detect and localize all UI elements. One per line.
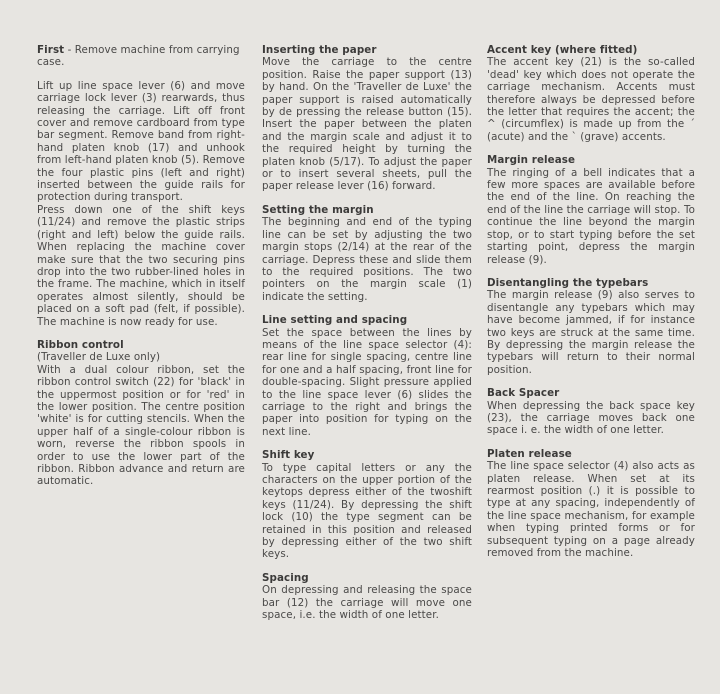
line-setting-text: Set the space between the lines by means of the line space selector (4): rear line for single spacing, centre line for one and a half spacing, front line for double-spacing. Slight pressure applied to the line space lever (6) slides the carriage to the right and brings the paper into position for typing on the next line. xyxy=(262,326,472,438)
setting-margin-text: The beginning and end of the typing line can be set by adjusting the two margin stops (2/14) at the rear of the carriage. Depress these and slide them to the required positions. The two pointers on the margin scale (1) indicate the setting. xyxy=(262,216,472,303)
inserting-paper-text: Move the carriage to the centre position. Raise the paper support (13) by hand. On the 'Traveller de Luxe' the paper support is raised automatically by de pressing the release button (15). Insert the paper between the platen and the margin scale and adjust it to the required height by turning the platen knob (5/17). To adjust the paper or to insert several sheets, pull the paper release lever (16) forward. xyxy=(262,56,472,193)
accent-key-heading: Accent key (where fitted) xyxy=(487,44,638,56)
line-setting-section xyxy=(262,314,472,438)
margin-release-section xyxy=(487,154,695,266)
shift-key-section xyxy=(262,449,472,561)
platen-release-section xyxy=(487,448,695,560)
column-1 xyxy=(37,44,245,499)
ribbon-control-text: With a dual colour ribbon, set the ribbon control switch (22) for 'black' in the uppermost position or for 'red' in the lower position. The centre position 'white' is for cutting stencils. When the upper half of a single-colour ribbon is worn, reverse the ribbon spools in order to use the lower part of the ribbon. Ribbon advance and return are automatic. xyxy=(37,363,245,488)
disentangling-text: The margin release (9) also serves to disentangle any typebars which may have become jammed, if for instance two keys are struck at the same time. By depressing the margin release the typebars will return to their normal position. xyxy=(487,289,695,376)
setting-margin-section xyxy=(262,204,472,303)
setup-paragraph-2: Press down one of the shift keys (11/24) and remove the plastic strips (right and left) below the guide rails. When replacing the machine cover make sure that the two securing pins drop into the two rubber-lined holes in the frame. The machine, which in itself operates almost silently, should be placed on a soft pad (felt, if possible). The machine is now ready for use. xyxy=(37,203,245,328)
inserting-paper-heading: Inserting the paper xyxy=(262,44,377,56)
back-spacer-text: When depressing the back space key (23), the carriage moves back one space i. e. the width of one letter. xyxy=(487,399,695,437)
inserting-paper-section xyxy=(262,44,472,193)
disentangling-heading: Disentangling the typebars xyxy=(487,276,649,289)
shift-key-heading: Shift key xyxy=(262,449,315,462)
ribbon-control-subheading: (Traveller de Luxe only) xyxy=(37,351,161,364)
spacing-section xyxy=(262,572,472,622)
ribbon-control-section xyxy=(37,339,245,488)
spacing-heading: Spacing xyxy=(262,571,309,584)
intro-text: - Remove machine from carrying case. xyxy=(37,44,240,69)
margin-release-text: The ringing of a bell indicates that a few more spaces are available before the end of the line. On reaching the end of the line the carriage will stop. To continue the line beyond the margin stop, or to start typing before the set starting point, depress the margin release (9). xyxy=(487,166,695,266)
margin-release-heading: Margin release xyxy=(487,154,576,167)
accent-key-section xyxy=(487,44,695,143)
ribbon-control-heading: Ribbon control xyxy=(37,338,124,351)
shift-key-text: To type capital letters or any the characters on the upper portion of the keytops depress either of the twoshift keys (11/24). By depressing the shift lock (10) the type segment can be retained in this position and released by depressing either of the two shift keys. xyxy=(262,461,472,561)
back-spacer-heading: Back Spacer xyxy=(487,387,560,400)
setup-paragraph-1: Lift up line space lever (6) and move carriage lock lever (3) rearwards, thus releasing the carriage. Lift off front cover and remove cardboard from type bar segment. Remove band from right-hand platen knob (17) and unhook from left-hand platen knob (5). Remove the four plastic pins (left and right) inserted between the guide rails for protection during transport. xyxy=(37,79,245,204)
platen-release-text: The line space selector (4) also acts as platen release. When set at its rearmost position (.) it is possible to type at any spacing, independently of the line space mechanism, for example when typing printed forms or for subsequent typing on a page already removed from the machine. xyxy=(487,460,695,560)
accent-key-text: The accent key (21) is the so-called 'dead' key which does not operate the carriage mechanism. Accents must therefore always be depressed before the letter that requires the accent; the ^ (circumflex) is made up from the ´ (acute) and the ` (grave) accents. xyxy=(487,56,695,143)
setup-section xyxy=(37,80,245,328)
spacing-text: On depressing and releasing the space bar (12) the carriage will move one space, i.e. the width of one letter. xyxy=(262,584,472,622)
line-setting-heading: Line setting and spacing xyxy=(262,314,408,327)
intro-line xyxy=(37,44,245,69)
disentangling-section xyxy=(487,277,695,376)
column-3 xyxy=(487,44,695,570)
column-2 xyxy=(262,44,472,632)
intro-title: First xyxy=(37,44,65,56)
back-spacer-section xyxy=(487,387,695,437)
setting-margin-heading: Setting the margin xyxy=(262,203,374,216)
platen-release-heading: Platen release xyxy=(487,447,572,460)
